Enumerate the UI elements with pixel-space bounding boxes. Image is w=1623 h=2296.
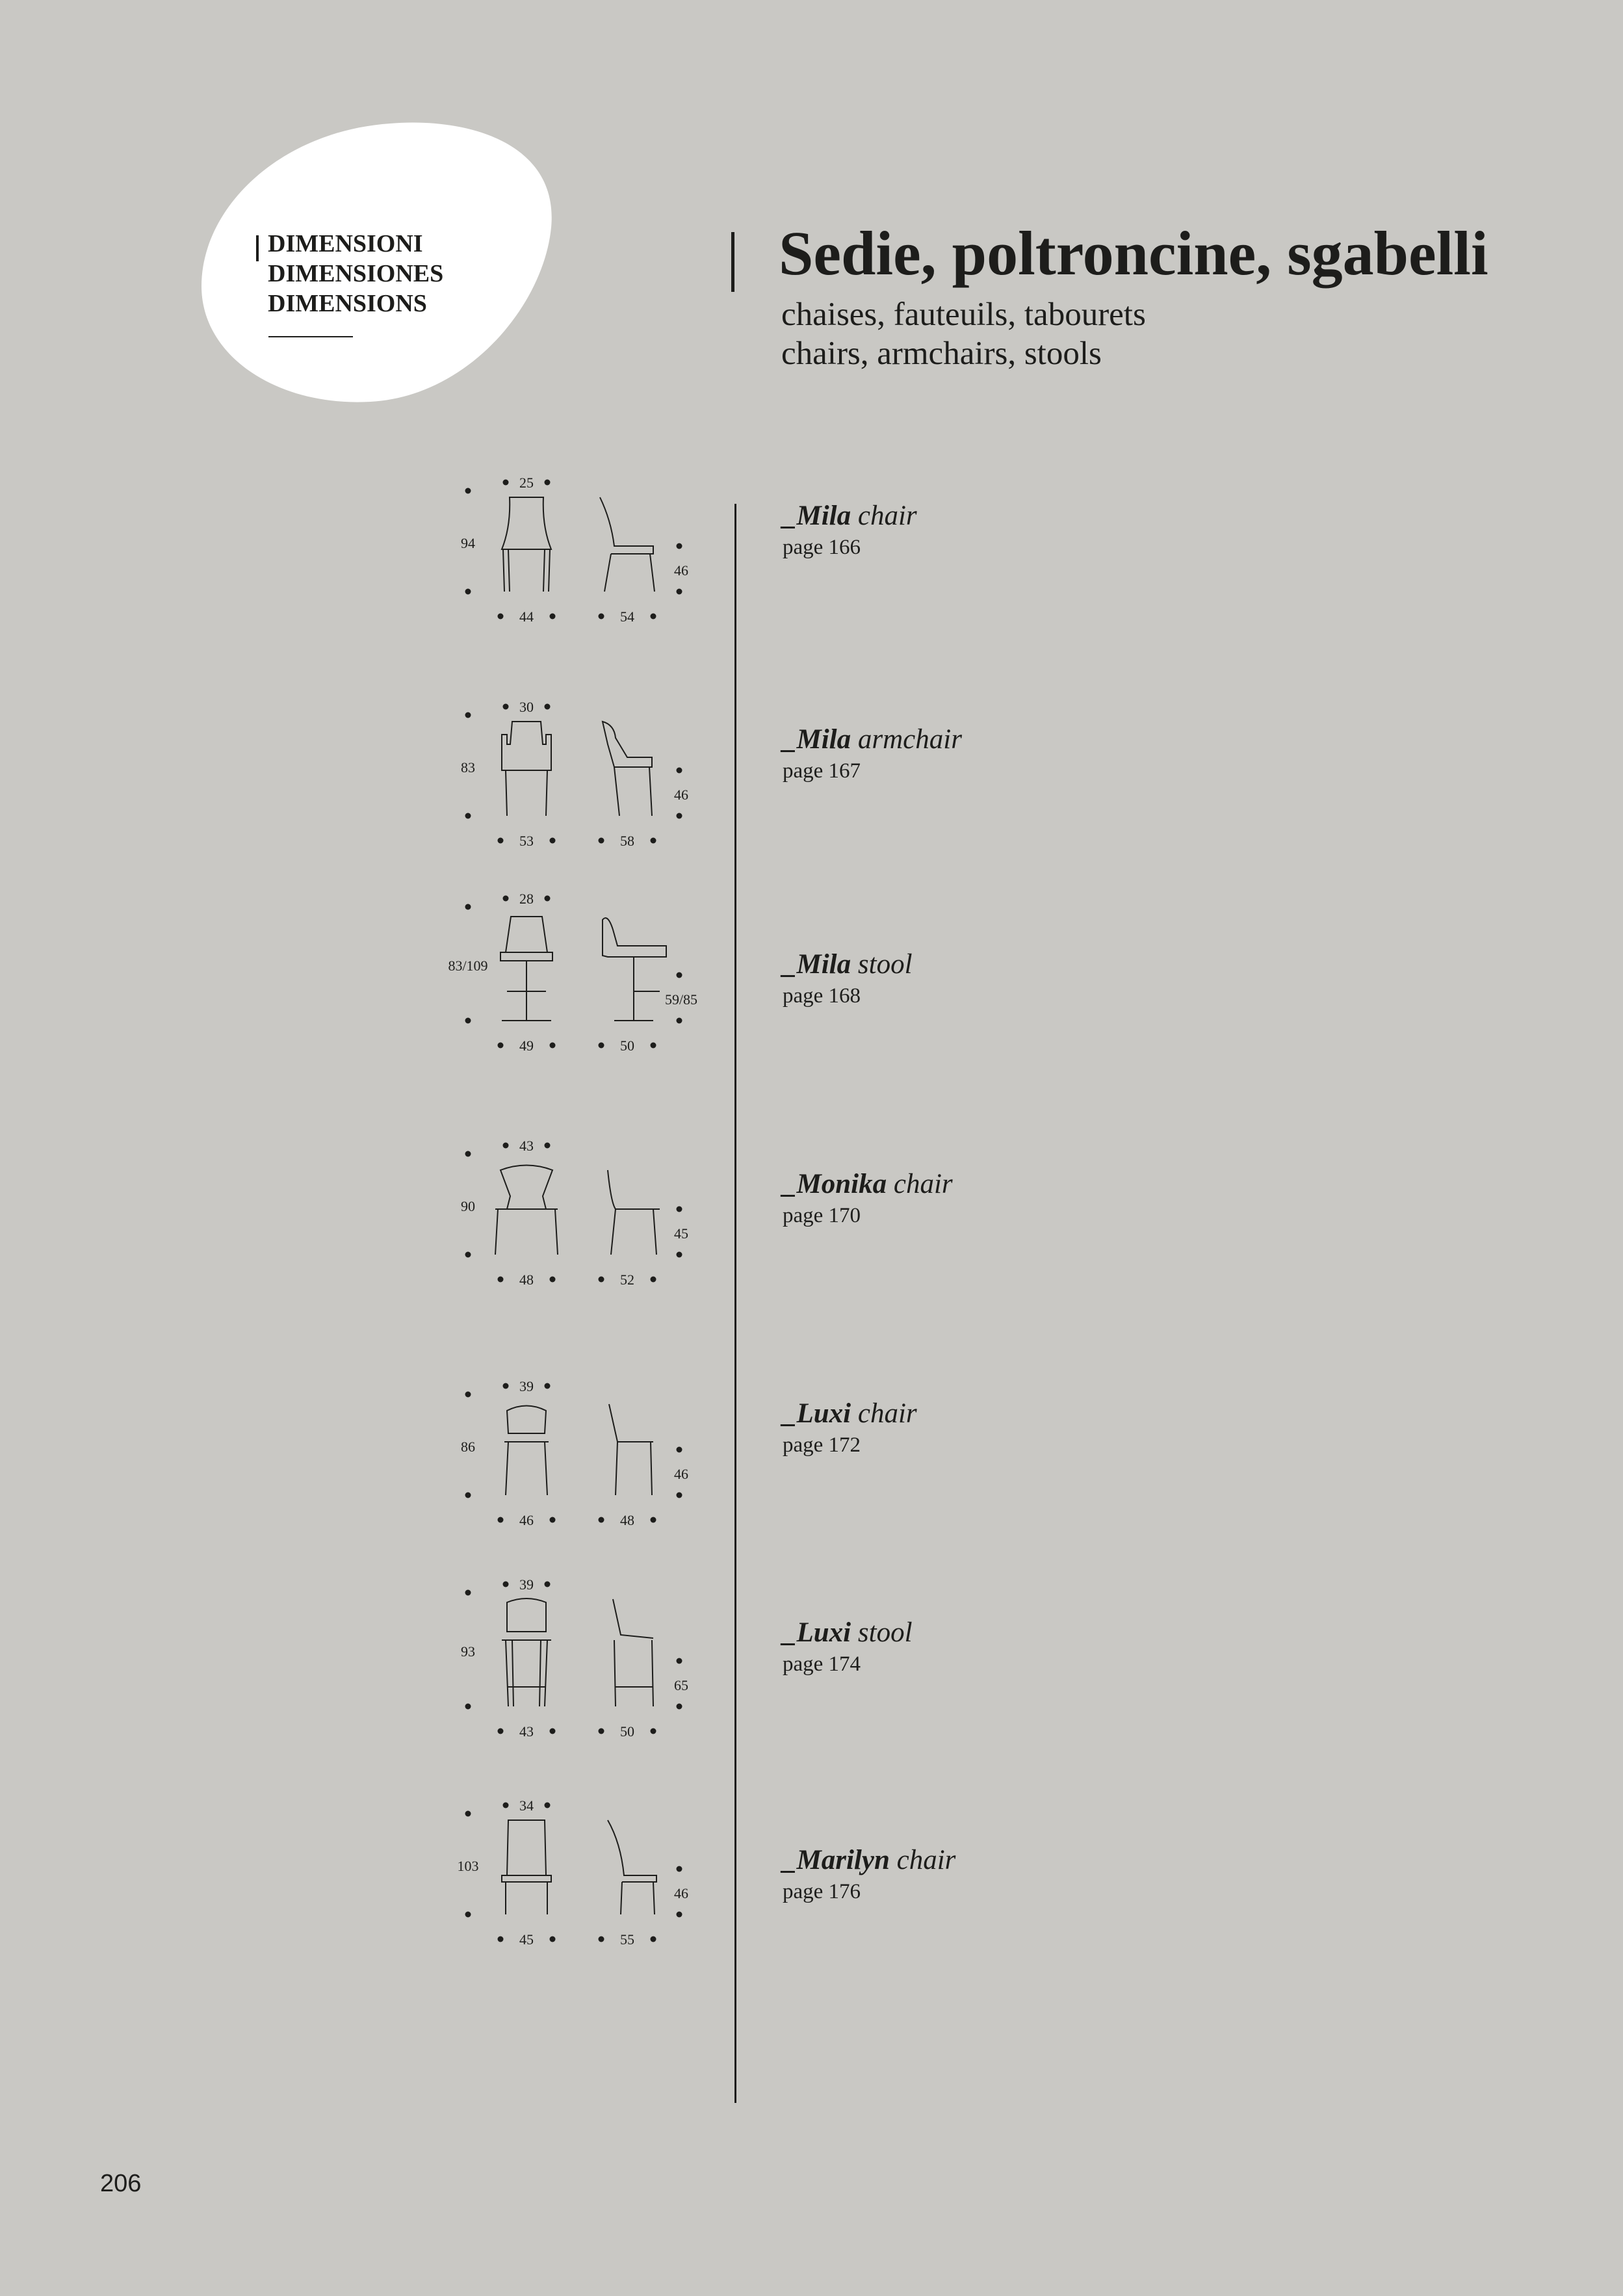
- dimension-dot: [550, 1043, 556, 1049]
- dimension-dot: [651, 614, 656, 620]
- dimension-width: 43: [519, 1723, 534, 1740]
- product-page-link[interactable]: page 170: [783, 1204, 861, 1227]
- dimension-row: [461, 1378, 688, 1528]
- page-title: Sedie, poltroncine, sgabelli: [779, 218, 1488, 288]
- dimension-top-width: 39: [519, 1378, 534, 1394]
- product-type: armchair: [857, 724, 962, 755]
- dimension-seat-height: 45: [674, 1225, 688, 1242]
- chair-front-icon: [502, 1820, 551, 1914]
- dimension-dot: [545, 896, 551, 902]
- product-name: _Mila: [783, 949, 851, 980]
- dimension-dot: [651, 1517, 656, 1523]
- product-type: chair: [857, 501, 917, 531]
- product-type: stool: [857, 1617, 913, 1648]
- product-page-link[interactable]: page 166: [783, 536, 861, 559]
- product-type: stool: [857, 949, 913, 980]
- dimension-dot: [550, 1729, 556, 1734]
- dimension-dot: [503, 1383, 509, 1389]
- dimension-dot: [498, 1937, 504, 1942]
- product-page-link[interactable]: page 167: [783, 759, 861, 783]
- dimension-dot: [498, 1729, 504, 1734]
- dimension-row: [458, 1797, 689, 1948]
- dimension-dot: [550, 614, 556, 620]
- product-mila-stool[interactable]: [783, 948, 913, 1009]
- dimension-width: 46: [519, 1512, 534, 1528]
- dimension-depth: 50: [620, 1037, 634, 1054]
- dimension-top-width: 30: [519, 699, 534, 715]
- dimension-dot: [465, 904, 471, 910]
- dimension-seat-height: 46: [674, 1466, 688, 1482]
- dimension-width: 44: [519, 608, 534, 625]
- dimension-dot: [465, 1252, 471, 1258]
- dimension-dot: [503, 1143, 509, 1149]
- dimension-dot: [503, 704, 509, 710]
- dimension-dot: [677, 768, 682, 774]
- dimension-dot: [677, 1658, 682, 1664]
- dimension-dot: [503, 896, 509, 902]
- product-mila-armchair[interactable]: [783, 724, 962, 784]
- dimension-dot: [503, 1582, 509, 1587]
- chair-side-icon: [603, 918, 666, 1021]
- dimension-dot: [498, 838, 504, 844]
- product-type: chair: [896, 1845, 956, 1875]
- subtitle-fr: chaises, fauteuils, tabourets: [781, 296, 1146, 333]
- badge-line-it: DIMENSIONI: [268, 230, 423, 257]
- dimension-dot: [465, 488, 471, 494]
- subtitle-en: chairs, armchairs, stools: [781, 335, 1102, 372]
- dimension-row: [461, 1576, 688, 1740]
- dimension-dot: [465, 1392, 471, 1398]
- dimension-seat-height: 46: [674, 562, 688, 579]
- dimension-dot: [550, 1937, 556, 1942]
- dimension-width: 53: [519, 833, 534, 849]
- dimension-top-width: 39: [519, 1576, 534, 1593]
- product-page-link[interactable]: page 172: [783, 1433, 861, 1457]
- dimension-dot: [677, 543, 682, 549]
- product-marilyn-chair[interactable]: [783, 1844, 955, 1905]
- product-mila-chair[interactable]: [783, 500, 917, 560]
- dimension-dot: [465, 589, 471, 595]
- dimension-dot: [550, 1517, 556, 1523]
- dimension-dot: [465, 1018, 471, 1024]
- dimension-seat-height: 65: [674, 1677, 688, 1693]
- dimension-depth: 52: [620, 1272, 634, 1288]
- chair-front-icon: [500, 917, 552, 1021]
- dimension-dot: [498, 614, 504, 620]
- dimension-dot: [465, 1704, 471, 1710]
- product-name: _Marilyn: [783, 1845, 890, 1875]
- dimension-dot: [550, 838, 556, 844]
- dimension-height: 86: [461, 1439, 475, 1455]
- dimension-dot: [599, 614, 604, 620]
- dimension-height: 103: [457, 1858, 479, 1874]
- dimension-dot: [465, 712, 471, 718]
- dimension-dot: [465, 1151, 471, 1157]
- dimension-dot: [503, 1803, 509, 1808]
- dimension-row: [448, 891, 697, 1054]
- product-luxi-stool[interactable]: [783, 1617, 913, 1677]
- dimension-depth: 48: [620, 1512, 634, 1528]
- dimension-dot: [599, 838, 604, 844]
- dimension-depth: 55: [620, 1931, 634, 1948]
- dimension-dot: [677, 1018, 682, 1024]
- product-page-link[interactable]: page 176: [783, 1880, 861, 1903]
- dimension-dot: [498, 1043, 504, 1049]
- dimension-dot: [465, 1912, 471, 1918]
- dimension-height: 90: [461, 1198, 475, 1214]
- dimension-dot: [651, 838, 656, 844]
- dimension-dot: [651, 1729, 656, 1734]
- dimension-dot: [545, 1143, 551, 1149]
- dimension-row: [461, 1138, 688, 1288]
- dimension-dot: [677, 1912, 682, 1918]
- dimension-dot: [465, 1493, 471, 1498]
- product-type: chair: [857, 1398, 917, 1429]
- product-name: _Mila: [783, 501, 851, 531]
- dimension-top-width: 28: [519, 891, 534, 907]
- chair-front-icon: [502, 1598, 551, 1706]
- dimension-depth: 50: [620, 1723, 634, 1740]
- dimension-dot: [651, 1043, 656, 1049]
- dimension-dot: [651, 1937, 656, 1942]
- dimension-dot: [677, 1252, 682, 1258]
- dimension-dot: [503, 480, 509, 486]
- chair-side-icon: [600, 497, 655, 592]
- product-type: chair: [893, 1169, 953, 1199]
- dimension-height: 83/109: [448, 958, 488, 974]
- chair-side-icon: [608, 1170, 660, 1255]
- badge-line-es: DIMENSIONES: [268, 260, 444, 287]
- dimension-dot: [465, 1811, 471, 1817]
- dimension-dot: [465, 1590, 471, 1596]
- chair-side-icon: [613, 1599, 653, 1706]
- dimension-dot: [651, 1277, 656, 1283]
- dimension-dot: [677, 1866, 682, 1872]
- dimension-dot: [677, 1493, 682, 1498]
- dimension-width: 48: [519, 1272, 534, 1288]
- dimension-depth: 54: [620, 608, 634, 625]
- dimension-depth: 58: [620, 833, 634, 849]
- dimension-row: [461, 699, 688, 849]
- product-name: _Mila: [783, 724, 851, 755]
- dimension-dot: [599, 1517, 604, 1523]
- dimension-dot: [677, 1704, 682, 1710]
- dimension-dot: [465, 813, 471, 819]
- dimension-dot: [677, 972, 682, 978]
- chair-front-icon: [502, 497, 551, 592]
- dimension-dot: [677, 813, 682, 819]
- dimension-top-width: 34: [519, 1797, 534, 1814]
- product-name: _Luxi: [783, 1617, 851, 1648]
- chair-front-icon: [502, 722, 551, 816]
- dimension-dot: [545, 704, 551, 710]
- dimension-height: 93: [461, 1643, 475, 1660]
- product-page-link[interactable]: page 174: [783, 1652, 861, 1676]
- dimension-width: 45: [519, 1931, 534, 1948]
- product-luxi-chair[interactable]: [783, 1398, 917, 1458]
- chair-side-icon: [609, 1404, 653, 1495]
- chair-front-icon: [504, 1406, 549, 1496]
- dimension-dot: [599, 1937, 604, 1942]
- product-monika-chair[interactable]: [783, 1168, 953, 1229]
- page-number: 206: [100, 2170, 142, 2197]
- dimension-dot: [545, 1803, 551, 1808]
- dimension-seat-height: 46: [674, 1885, 688, 1901]
- product-name: _Monika: [783, 1169, 887, 1199]
- chair-side-icon: [608, 1820, 656, 1914]
- dimension-dot: [599, 1277, 604, 1283]
- dimension-dot: [545, 1582, 551, 1587]
- dimension-dot: [677, 1207, 682, 1212]
- dimension-seat-height: 59/85: [664, 991, 698, 1008]
- dimension-dot: [599, 1729, 604, 1734]
- dimension-dot: [498, 1277, 504, 1283]
- dimension-dot: [677, 589, 682, 595]
- dimension-dot: [550, 1277, 556, 1283]
- dimension-row: [461, 475, 688, 625]
- dimension-dot: [545, 1383, 551, 1389]
- dimension-height: 83: [461, 759, 475, 776]
- chair-front-icon: [495, 1166, 558, 1255]
- badge-line-en: DIMENSIONS: [268, 290, 427, 317]
- chair-side-icon: [603, 722, 652, 816]
- product-name: _Luxi: [783, 1398, 851, 1429]
- dimension-dot: [545, 480, 551, 486]
- dimension-dot: [677, 1447, 682, 1453]
- dimension-width: 49: [519, 1037, 534, 1054]
- dimension-top-width: 25: [519, 475, 534, 491]
- product-page-link[interactable]: page 168: [783, 984, 861, 1008]
- dimension-height: 94: [461, 535, 475, 551]
- dimension-dot: [599, 1043, 604, 1049]
- dimension-dot: [498, 1517, 504, 1523]
- dimension-top-width: 43: [519, 1138, 534, 1154]
- dimension-seat-height: 46: [674, 787, 688, 803]
